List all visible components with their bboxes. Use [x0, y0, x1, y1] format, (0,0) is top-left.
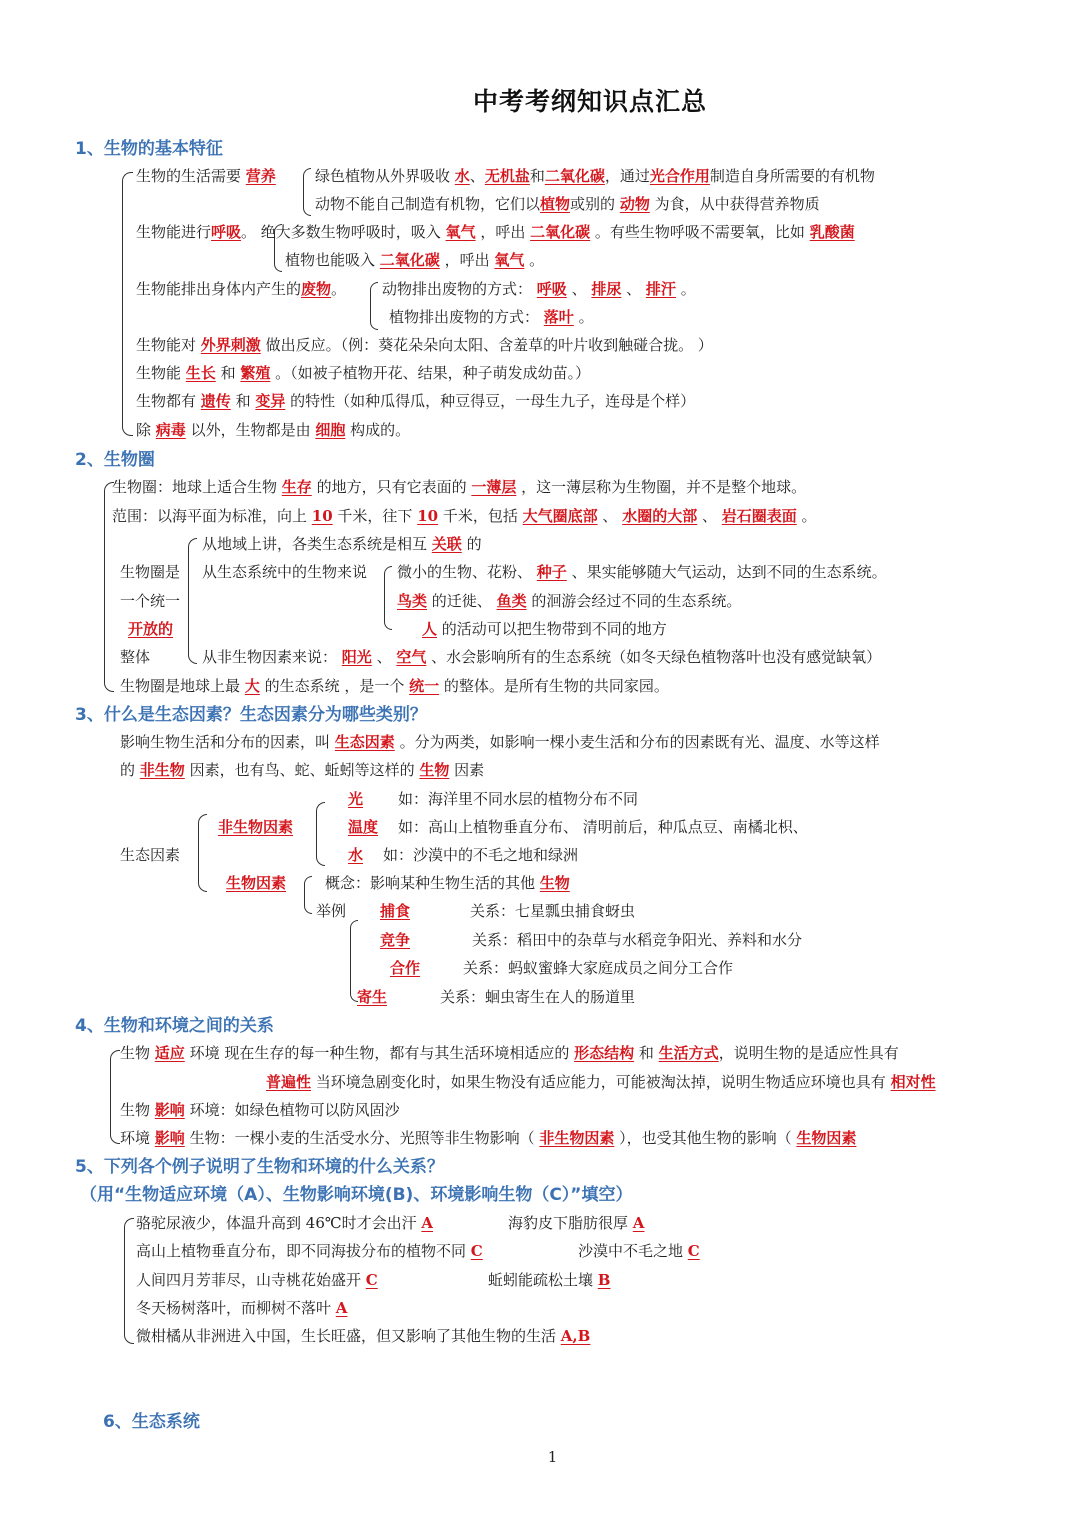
- s2-organisms-label: 从生态系统中的生物来说: [202, 563, 368, 581]
- s3-cooperation-example: 关系：蚂蚁蜜蜂大家庭成员之间分工合作: [463, 959, 734, 977]
- section-heading-3: 3、什么是生态因素？生态因素分为哪些类别？: [75, 705, 427, 725]
- brace-s1-nutrition: [303, 168, 311, 216]
- s3-abiotic-factor: 非生物因素: [218, 818, 294, 836]
- s4-line-3: 生物 影响 环境：如绿色植物可以防风固沙: [120, 1101, 400, 1119]
- page-title: 中考考纲知识点汇总: [472, 87, 707, 116]
- brace-s2-unity: [188, 538, 197, 664]
- s3-temperature: 温度: [348, 818, 379, 836]
- section-heading-6: 6、生态系统: [103, 1412, 200, 1432]
- s1-line-5b: 动物排出废物的方式： 呼吸 、 排尿 、 排汗 。: [382, 280, 696, 298]
- s1-line-2: 动物不能自己制造有机物，它们以植物或别的 动物 为食，从中获得营养物质: [315, 195, 820, 213]
- s1-line-10: 除 病毒 以外，生物都是由 细胞 构成的。: [136, 421, 411, 439]
- s4-line-2: 普遍性 当环境急剧变化时，如果生物没有适应能力，可能被淘汰掉，说明生物适应环境也具有 相对性: [266, 1073, 936, 1091]
- s2-line-1: 生物圈：地球上适合生物 生存 的地方，只有它表面的 一薄层 ，这一薄层称为生物圈，并不是整个地球。: [112, 478, 807, 496]
- s3-concept: 概念：影响某种生物生活的其他 生物: [325, 874, 570, 892]
- s3-cooperation: 合作: [390, 959, 421, 977]
- s5-q3: 高山上植物垂直分布，即不同海拔分布的植物不同 C: [136, 1242, 483, 1260]
- s1-line-1: 生物的生活需要 营养: [136, 167, 276, 185]
- s3-water: 水: [348, 846, 364, 864]
- section-5-instruction: （用“生物适应环境（A）、生物影响环境(B)、环境影响生物（C）”填空）: [80, 1185, 633, 1205]
- s3-para-2: 的 非生物 因素，也有鸟、蛇、蚯蚓等这样的 生物 因素: [120, 761, 485, 779]
- s3-biotic-factor: 生物因素: [226, 874, 287, 892]
- s1-line-9: 生物都有 遗传 和 变异 的特性（如种瓜得瓜，种豆得豆，一母生九子，连母是个样）: [136, 392, 696, 410]
- brace-s4: [110, 1050, 120, 1144]
- s3-predation-example: 关系：七星瓢虫捕食蚜虫: [470, 902, 636, 920]
- s3-parasitism: 寄生: [357, 988, 388, 1006]
- section-heading-4: 4、生物和环境之间的关系: [75, 1016, 274, 1036]
- s5-q7: 冬天杨树落叶，而柳树不落叶 A: [136, 1299, 348, 1317]
- s2-line-5: 鸟类 的迁徙、 鱼类 的洄游会经过不同的生态系统。: [397, 592, 742, 610]
- s2-label-a: 生物圈是: [120, 563, 181, 581]
- s3-predation: 捕食: [380, 902, 411, 920]
- s3-competition: 竞争: [380, 931, 411, 949]
- page-number: 1: [547, 1448, 558, 1466]
- s1-line-7: 生物能对 外界刺激 做出反应。（例：葵花朵朵向太阳、含羞草的叶片收到触碰合拢。 ）: [136, 336, 713, 354]
- brace-s2-organisms: [384, 566, 392, 630]
- section-heading-1: 1、生物的基本特征: [75, 139, 223, 159]
- brace-s5: [124, 1218, 134, 1344]
- s5-q5: 人间四月芳菲尽，山寺桃花始盛开 C: [136, 1271, 378, 1289]
- s4-line-1: 生物 适应 环境 现在生存的每一种生物，都有与其生活环境相适应的 形态结构 和 生活方式，说明生物的是适应性具有: [120, 1044, 899, 1062]
- s2-line-7: 从非生物因素来说： 阳光 、 空气 、水会影响所有的生态系统（如冬天绿色植物落叶也没有感觉缺氧）: [202, 648, 882, 666]
- brace-s1: [122, 172, 133, 436]
- s2-line-4: 微小的生物、花粉、 种子 、果实能够随大气运动，达到不同的生态系统。: [397, 563, 887, 581]
- s1-line-4: 植物也能吸入 二氧化碳 ，呼出 氧气 。: [285, 251, 545, 269]
- s1-line-3: 生物能进行呼吸。 绝大多数生物呼吸时，吸入 氧气 ，呼出 二氧化碳 。有些生物呼吸不需要氧，比如 乳酸菌: [136, 223, 855, 241]
- s3-light-example: 如：海洋里不同水层的植物分布不同: [398, 790, 639, 808]
- s3-competition-example: 关系：稻田中的杂草与水稻竞争阳光、养料和水分: [472, 931, 803, 949]
- s2-line-2: 范围：以海平面为标准，向上 10 千米，往下 10 千米，包括 大气圈底部 、 水圈的大部 、 岩石圈表面 。: [112, 507, 817, 525]
- s1-line-6: 植物排出废物的方式： 落叶 。: [389, 308, 594, 326]
- s1-line-5: 生物能排出身体内产生的废物。: [136, 280, 347, 298]
- section-heading-2: 2、生物圈: [75, 450, 155, 470]
- s2-label-c: 开放的: [128, 620, 174, 638]
- s4-line-4: 环境 影响 生物：一棵小麦的生活受水分、光照等非生物影响（ 非生物因素 ），也受其他生物的影响（ 生物因素: [120, 1129, 857, 1147]
- s2-line-6: 人 的活动可以把生物带到不同的地方: [422, 620, 667, 638]
- s5-q1: 骆驼尿液少，体温升高到 46℃时才会出汗 A: [136, 1214, 434, 1232]
- s2-label-b: 一个统一: [120, 592, 181, 610]
- brace-s1-waste: [370, 282, 378, 330]
- s3-example-label: 举例: [316, 902, 347, 920]
- s2-label-d: 整体: [120, 648, 151, 666]
- s3-water-example: 如：沙漠中的不毛之地和绿洲: [383, 846, 579, 864]
- s1-line-1b: 绿色植物从外界吸收 水、无机盐和二氧化碳，通过光合作用制造自身所需要的有机物: [315, 167, 875, 185]
- s3-para-1: 影响生物生活和分布的因素，叫 生态因素 。分为两类，如影响一棵小麦生活和分布的因素既有光、温度、水等这样: [120, 733, 880, 751]
- s5-q4: 沙漠中不毛之地 C: [578, 1242, 700, 1260]
- section-heading-5: 5、下列各个例子说明了生物和环境的什么关系？: [75, 1157, 444, 1177]
- s3-root-label: 生态因素: [120, 846, 181, 864]
- s1-line-8: 生物能 生长 和 繁殖 。（如被子植物开花、结果，种子萌发成幼苗。）: [136, 364, 591, 382]
- brace-s3-biotic: [304, 876, 312, 914]
- s2-line-3: 从地域上讲，各类生态系统是相互 关联 的: [202, 535, 482, 553]
- s3-temperature-example: 如：高山上植物垂直分布、 清明前后，种瓜点豆、南橘北枳、: [398, 818, 808, 836]
- brace-s3-abiotic: [316, 802, 325, 866]
- s3-light: 光: [348, 790, 364, 808]
- brace-s3-root: [198, 814, 207, 892]
- s5-q6: 蚯蚓能疏松土壤 B: [488, 1271, 611, 1289]
- s3-parasitism-example: 关系：蛔虫寄生在人的肠道里: [440, 988, 636, 1006]
- s5-q8: 微柑橘从非洲进入中国，生长旺盛，但又影响了其他生物的生活 A,B: [136, 1327, 591, 1345]
- s2-line-8: 生物圈是地球上最 大 的生态系统 ，是一个 统一 的整体。是所有生物的共同家园。: [120, 677, 669, 695]
- s5-q2: 海豹皮下脂肪很厚 A: [508, 1214, 645, 1232]
